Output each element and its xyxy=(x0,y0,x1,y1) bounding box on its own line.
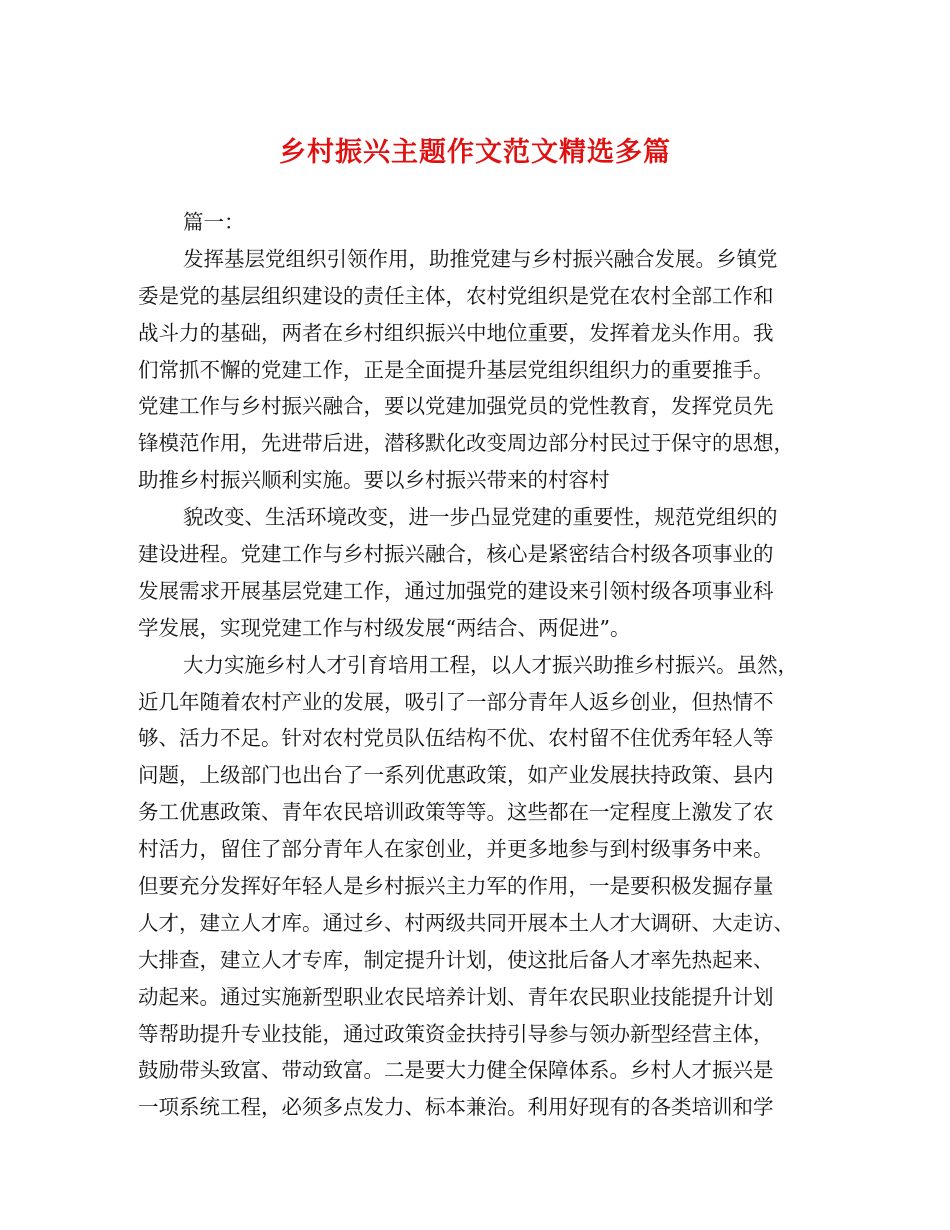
text-line: 够、活力不足。针对农村党员队伍结构不优、农村留不住优秀年轻人等 xyxy=(138,726,774,751)
text-line: 动起来。通过实施新型职业农民培养计划、青年农民职业技能提升计划 xyxy=(138,984,774,1009)
text-line: 问题，上级部门也出台了一系列优惠政策，如产业发展扶持政策、县内 xyxy=(138,763,774,788)
text-line: 学发展，实现党建工作与村级发展“两结合、两促进”。 xyxy=(138,615,631,640)
text-line: 建设进程。党建工作与乡村振兴融合，核心是紧密结合村级各项事业的 xyxy=(138,542,774,567)
text-line: 务工优惠政策、青年农民培训政策等等。这些都在一定程度上激发了农 xyxy=(138,800,774,825)
text-line: 人才，建立人才库。通过乡、村两级共同开展本土人才大调研、大走访、 xyxy=(138,910,794,935)
text-line: 等帮助提升专业技能，通过政策资金扶持引导参与领办新型经营主体， xyxy=(138,1021,774,1046)
text-line: 貌改变、生活环境改变，进一步凸显党建的重要性，规范党组织的 xyxy=(183,505,778,530)
text-line: 一项系统工程，必须多点发力、标本兼治。利用好现有的各类培训和学 xyxy=(138,1095,774,1120)
text-line: 村活力，留住了部分青年人在家创业，并更多地参与到村级事务中来。 xyxy=(138,837,774,862)
text-line: 大排查，建立人才专库，制定提升计划，使这批后备人才率先热起来、 xyxy=(138,947,774,972)
text-line: 发挥基层党组织引领作用，助推党建与乡村振兴融合发展。乡镇党 xyxy=(183,246,778,271)
text-line: 助推乡村振兴顺利实施。要以乡村振兴带来的村容村 xyxy=(138,468,610,493)
text-line: 大力实施乡村人才引育培用工程，以人才振兴助推乡村振兴。虽然， xyxy=(183,652,798,677)
text-line: 们常抓不懈的党建工作，正是全面提升基层党组织组织力的重要推手。 xyxy=(138,357,774,382)
text-line: 战斗力的基础，两者在乡村组织振兴中地位重要，发挥着龙头作用。我 xyxy=(138,320,774,345)
text-line: 党建工作与乡村振兴融合，要以党建加强党员的党性教育，发挥党员先 xyxy=(138,394,774,419)
text-line: 近几年随着农村产业的发展，吸引了一部分青年人返乡创业，但热情不 xyxy=(138,689,774,714)
text-line: 篇一： xyxy=(183,210,245,234)
document-title: 乡村振兴主题作文范文精选多篇 xyxy=(279,137,671,168)
text-line: 鼓励带头致富、带动致富。二是要大力健全保障体系。乡村人才振兴是 xyxy=(138,1058,774,1083)
text-line: 发展需求开展基层党建工作，通过加强党的建设来引领村级各项事业科 xyxy=(138,578,774,603)
document-body xyxy=(138,204,828,1126)
text-line: 锋模范作用，先进带后进，潜移默化改变周边部分村民过于保守的思想， xyxy=(138,431,794,456)
text-line: 但要充分发挥好年轻人是乡村振兴主力军的作用，一是要积极发掘存量 xyxy=(138,874,774,899)
text-line: 委是党的基层组织建设的责任主体，农村党组织是党在农村全部工作和 xyxy=(138,283,774,308)
